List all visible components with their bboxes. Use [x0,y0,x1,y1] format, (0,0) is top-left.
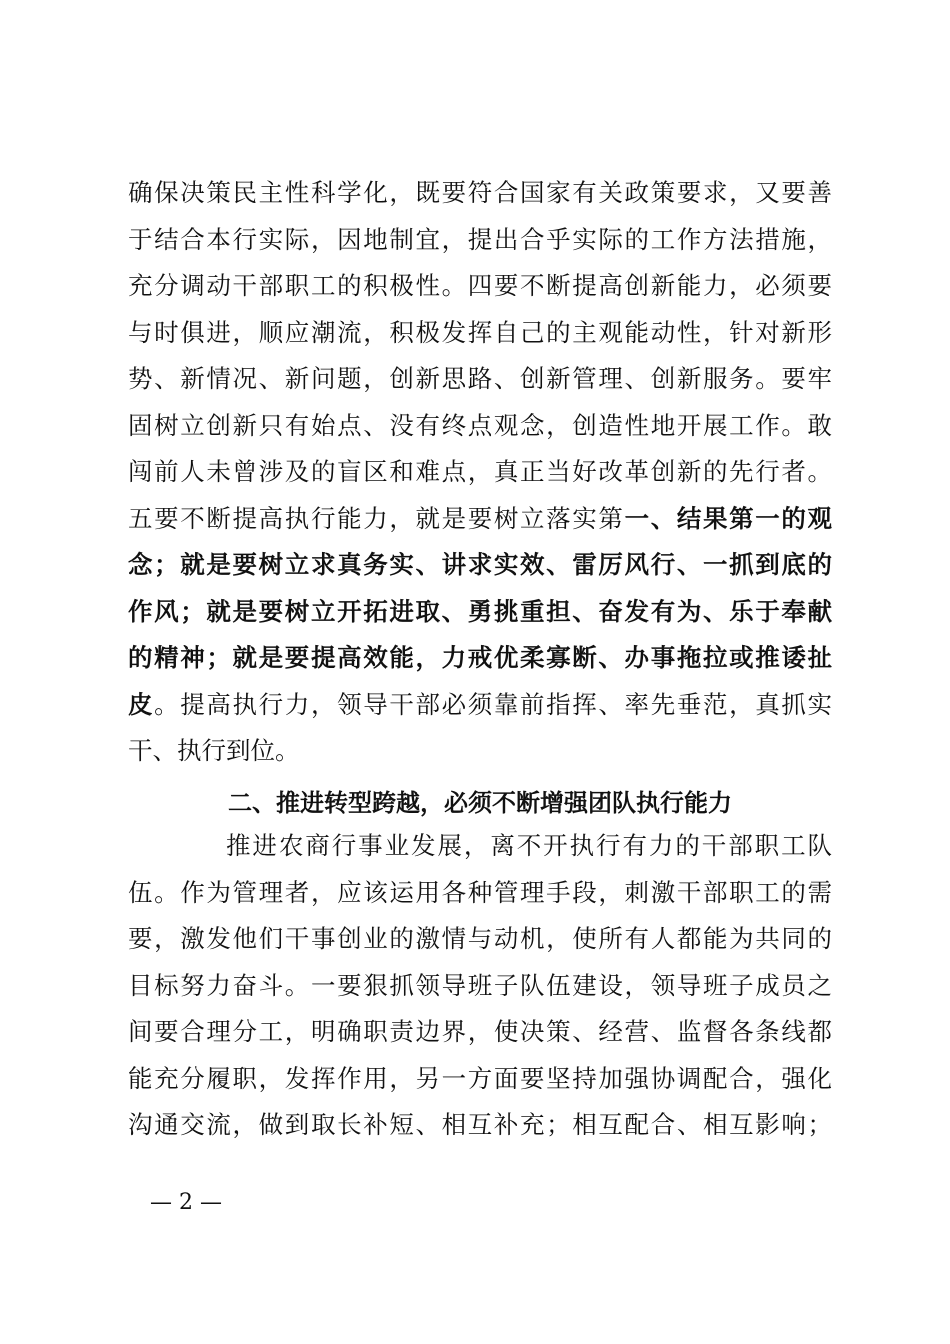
paragraph-line-mixed [128,496,832,543]
paragraph-line: 目标努力奋斗。一要狠抓领导班子队伍建设，领导班子成员之 [128,970,832,1000]
page-number: — 2 — [150,1190,222,1215]
paragraph-line: 能充分履职，发挥作用，另一方面要坚持加强协调配合，强化 [128,1063,832,1093]
paragraph-line: 要，激发他们干事创业的激情与动机，使所有人都能为共同的 [128,924,832,953]
paragraph-line: 干、执行到位。 [128,736,300,765]
normal-text: 。提高执行力，领导干部必须靠前指挥、率先垂范，真抓实 [154,689,833,719]
paragraph-line: 势、新情况、新问题，创新思路、创新管理、创新服务。要牢 [128,364,832,393]
paragraph-line: 与时俱进，顺应潮流，积极发挥自己的主观能动性，针对新形 [128,317,832,347]
bold-text: 皮 [128,689,155,719]
paragraph-line: 充分调动干部职工的积极性。四要不断提高创新能力，必须要 [128,271,832,300]
paragraph-line: 沟通交流，做到取长补短、相互补充；相互配合、相互影响； [128,1110,832,1139]
bold-text: 一、结果第一的观 [624,503,833,533]
paragraph-line: 闯前人未曾涉及的盲区和难点，真正当好改革创新的先行者。 [128,457,832,486]
bold-paragraph-line: 的精神；就是要提高效能，力戒优柔寡断、办事拖拉或推诿扯 [128,643,832,672]
paragraph-line-mixed [128,682,832,729]
paragraph-line: 推进农商行事业发展，离不开执行有力的干部职工队 [226,831,832,860]
paragraph-2 [128,823,832,1149]
normal-text: 五要不断提高执行能力，就是要树立落实第 [128,503,625,533]
paragraph-line: 固树立创新只有始点、没有终点观念，创造性地开展工作。敢 [128,410,832,440]
paragraph-1 [128,170,832,775]
section-heading: 二、推进转型跨越，必须不断增强团队执行能力 [228,789,732,817]
bold-paragraph-line: 作风；就是要树立开拓进取、勇挑重担、奋发有为、乐于奉献 [128,596,832,626]
paragraph-line: 于结合本行实际，因地制宜，提出合乎实际的工作方法措施， [128,224,832,254]
bold-paragraph-line: 念；就是要树立求真务实、讲求实效、雷厉风行、一抓到底的 [128,550,832,579]
paragraph-line: 间要合理分工，明确职责边界，使决策、经营、监督各条线都 [128,1017,832,1046]
paragraph-line: 伍。作为管理者，应该运用各种管理手段，刺激干部职工的需 [128,877,832,907]
paragraph-line: 确保决策民主性科学化，既要符合国家有关政策要求，又要善 [128,178,832,207]
